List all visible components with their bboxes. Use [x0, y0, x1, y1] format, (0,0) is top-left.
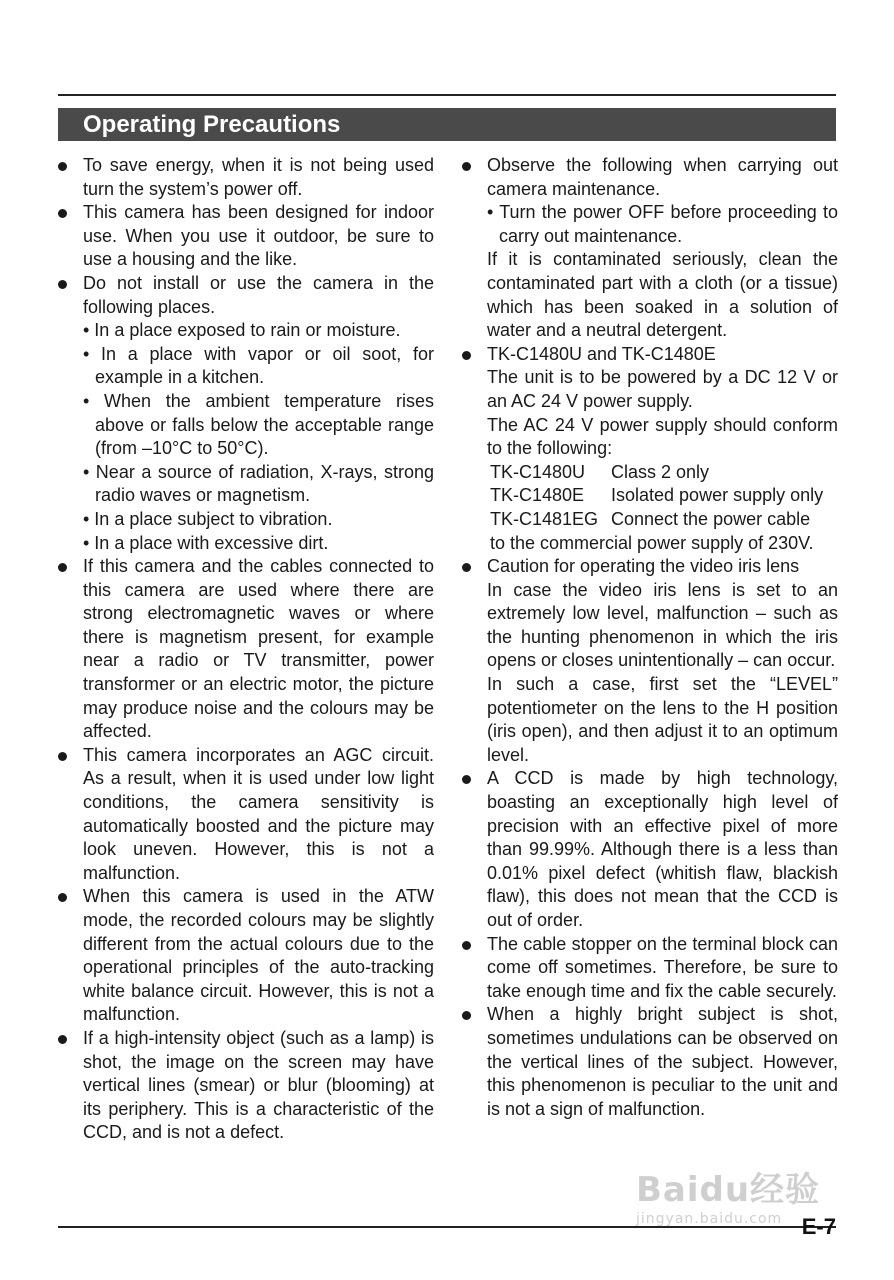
- watermark-url: jingyan.baidu.com: [636, 1211, 783, 1227]
- list-item-bright: [462, 1003, 838, 1121]
- bullet-icon: [58, 752, 67, 761]
- bullet-icon: [462, 775, 471, 784]
- bullet-icon: [462, 162, 471, 171]
- sub-item: • In a place subject to vibration.: [83, 508, 333, 529]
- list-item-ccd: [462, 767, 838, 932]
- item-text: If a high-intensity object (such as a lamp) is shot, the image on the screen may have vertical lines (smear) or blur (blooming) at its periphery. This is a characteristic of the CCD, and is not a defect.: [83, 1027, 434, 1143]
- list-item: [58, 555, 434, 744]
- item-text: When a highly bright subject is shot, sometimes undulations can be observed on the vertical lines of the subject. However, this phenomenon is peculiar to the unit and is not a sign of malfunction.: [487, 1004, 838, 1119]
- bullet-icon: [462, 1011, 471, 1020]
- list-item: [58, 154, 434, 201]
- item-text: The cable stopper on the terminal block can come off sometimes. Therefore, be sure to take enough time and fix the cable securely.: [487, 933, 838, 1001]
- spec-desc: Connect the power cable: [611, 508, 811, 529]
- bullet-icon: [58, 280, 67, 289]
- sub-item: • In a place with excessive dirt.: [83, 532, 329, 553]
- right-column: [462, 154, 838, 1121]
- spec-desc: Isolated power supply only: [611, 485, 824, 506]
- item-paragraph: The unit is to be powered by a DC 12 V or an AC 24 V power supply.: [487, 367, 838, 411]
- list-item: [58, 1027, 434, 1145]
- top-rule: [58, 94, 836, 96]
- left-column: [58, 154, 434, 1145]
- bullet-icon: [462, 941, 471, 950]
- bullet-icon: [58, 893, 67, 902]
- item-text: Observe the following when carrying out camera maintenance.: [487, 155, 838, 199]
- item-text: This camera has been designed for indoor use. When you use it outdoor, be sure to use a housing and the like.: [83, 202, 434, 270]
- bullet-icon: [462, 563, 471, 572]
- spec-continuation: to the commercial power supply of 230V.: [490, 532, 814, 553]
- item-text: This camera incorporates an AGC circuit. As a result, when it is used under low light conditions, the camera sensitivity is automatically boosted and the picture may look uneven. However, this is not a malfunction.: [83, 744, 434, 883]
- item-heading: TK-C1480U and TK-C1480E: [487, 343, 716, 364]
- item-text: If this camera and the cables connected to this camera are used where there are strong electromagnetic waves or where there is magnetism present, for example near a radio or TV transmitter, power transformer or an electric motor, the picture may produce noise and the colours may be affected.: [83, 556, 434, 742]
- list-item-maintenance: [462, 154, 838, 343]
- list-item: [58, 272, 434, 555]
- spec-row: [487, 461, 838, 485]
- sub-item: • In a place exposed to rain or moisture.: [83, 320, 401, 341]
- bullet-icon: [462, 351, 471, 360]
- item-text: When this camera is used in the ATW mode, the recorded colours may be slightly different from the actual colours due to the operational principles of the auto-tracking white balance circuit. However, this is not a malfunction.: [83, 886, 434, 1025]
- spec-row: [487, 484, 838, 508]
- page-number: E-7: [801, 1214, 836, 1239]
- sub-item: • In a place with vapor or oil soot, for example in a kitchen.: [83, 343, 434, 388]
- spec-model: TK-C1480U: [490, 461, 586, 482]
- bullet-icon: [58, 1035, 67, 1044]
- list-item: [58, 885, 434, 1027]
- sub-item: • Turn the power OFF before proceeding to carry out maintenance.: [487, 202, 838, 246]
- sub-item: • When the ambient temperature rises above or falls below the acceptable range (from –10°C to 50°C).: [83, 390, 434, 459]
- bottom-rule: [58, 1226, 836, 1228]
- item-heading: Caution for operating the video iris lens: [487, 556, 800, 577]
- section-title: Operating Precautions: [58, 108, 836, 141]
- spec-model: TK-C1481EG: [490, 508, 599, 529]
- list-item: [58, 201, 434, 272]
- spec-row: [487, 508, 838, 532]
- spec-desc: Class 2 only: [611, 461, 710, 482]
- bullet-icon: [58, 162, 67, 171]
- list-item-power-supply: [462, 343, 838, 555]
- spec-model: TK-C1480E: [490, 485, 585, 506]
- item-paragraph: The AC 24 V power supply should conform to the following:: [487, 414, 838, 459]
- bullet-icon: [58, 209, 67, 218]
- item-paragraph: If it is contaminated seriously, clean the contaminated part with a cloth (or a tissue) which has been soaked in a solution of water and a neutral detergent.: [487, 249, 838, 341]
- sub-item: • Near a source of radiation, X-rays, strong radio waves or magnetism.: [83, 461, 434, 506]
- list-item-cable: [462, 933, 838, 1004]
- item-paragraph: In such a case, first set the “LEVEL” potentiometer on the lens to the H position (iris open), and then adjust it to an optimum level.: [487, 674, 838, 765]
- item-text: To save energy, when it is not being used turn the system’s power off.: [83, 155, 434, 199]
- list-item: [58, 744, 434, 886]
- list-item-iris: [462, 555, 838, 767]
- item-text: Do not install or use the camera in the following places.: [83, 272, 434, 317]
- item-paragraph: In case the video iris lens is set to an extremely low level, malfunction – such as the hunting phenomenon in which the iris opens or closes unintentionally – can occur.: [487, 579, 838, 671]
- item-text: A CCD is made by high technology, boasting an exceptionally high level of precision with an effective pixel of more than 99.99%. Although there is a less than 0.01% pixel defect (whitish flaw, blackish flaw), this does not mean that the CCD is out of order.: [487, 768, 838, 930]
- bullet-icon: [58, 563, 67, 572]
- watermark-logo: Baidu经验: [636, 1170, 821, 1210]
